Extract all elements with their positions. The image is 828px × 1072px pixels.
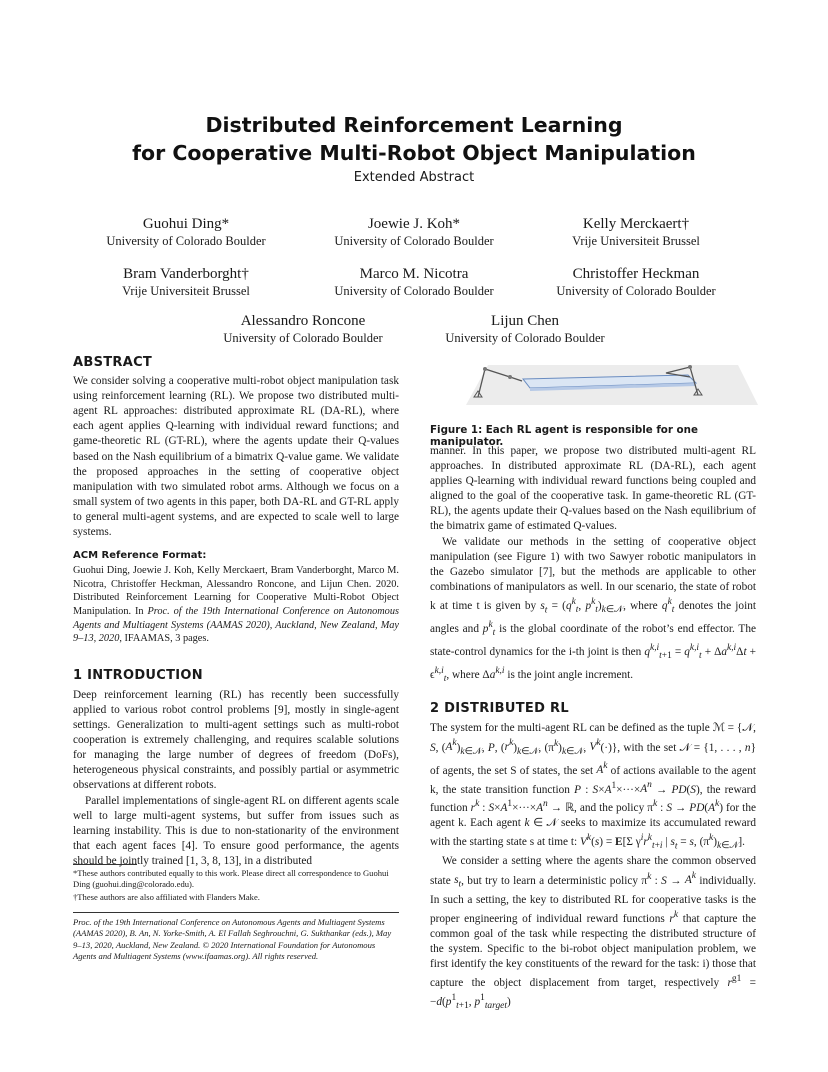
author-block [71, 215, 301, 249]
figure-1-caption: Figure 1: Each RL agent is responsible for one manipulator. [430, 424, 698, 448]
acm-ref-proceedings: Proc. of the 19th International Conference on Autonomous Agents and Multiagent Systems (AAMAS 2020), Auckland, New Zealand, May 9–13, 2020 [73, 606, 399, 645]
footnote-flanders-make: †These authors are also affiliated with Flanders Make. [73, 892, 260, 902]
proceedings-notice: Proc. of the 19th International Conference on Autonomous Agents and Multiagent Systems (AAMAS 2020), B. An, N. Yorke-Smith, A. El Fallah Seghrouchni, G. Sukthankar (eds.), May 9–13, 2020, Auckland, New Zealand. © 2020 International Foundation for Autonomous Agents and Multiagent Systems (www.ifaamas.org). All rights reserved. [73, 917, 392, 962]
right-paragraph-2: We validate our methods in the setting of cooperative object manipulation (see Figure 1) with two Sawyer robotic manipulators in the Gazebo simulator [7], but the methods are applicable to other combinations of manipulators as well. In our scenario, the state of robot k at time t is given by $s_t = (q^k_t$, $p^k_t)_{k\in 𝒩}$, where $q^k_t$ denotes the joint angles and $p^k_t$ is the global coordinate of the robot’s end effector. The state-control dynamics for the i-th joint is then $q^{k,i}_{t+1} = q^{k,i}_t + \Delta a^{k,i}\Delta t + \epsilon^{k,i}_t$, where Δa$^{k,i}$ is the joint angle increment. [430, 535, 756, 685]
acm-ref-text [73, 564, 399, 646]
author-name: Alessandro Roncone [240, 313, 366, 329]
proceedings-rule [73, 912, 399, 913]
author-affiliation: University of Colorado Boulder [445, 331, 605, 345]
footnote-equal-contribution: *These authors contributed equally to this work. Please direct all correspondence to Guohui Ding (guohui.ding@colorado.edu). [73, 868, 389, 890]
intro-heading: 1 INTRODUCTION [73, 667, 203, 683]
s2-e: the reward function [430, 783, 757, 815]
author-affiliation: University of Colorado Boulder [106, 234, 266, 248]
author-name: Christoffer Heckman [572, 266, 700, 282]
robot-joint [483, 367, 487, 371]
author-block [188, 312, 418, 346]
author-name: Kelly Merckaert† [582, 216, 690, 232]
s2-p2-a: We consider a setting where the agents share the common observed state [430, 855, 756, 887]
intro-paragraph-1: Deep reinforcement learning (RL) has recently been successfully applied to various robot control problems [9], mostly in single-agent settings. Generalization to multi-agent settings such as multi-robot cooperation is extremely challenging, and requires scalable solutions for managing the large number of degrees of freedom (DoFs), heterogeneous physical constraints, and possibly partial or asymmetric observations at different robots. [73, 688, 399, 792]
paper-subtitle: Extended Abstract [353, 170, 475, 185]
abstract-heading: ABSTRACT [73, 355, 153, 370]
author-block [299, 265, 529, 299]
s2-p2-c: individually. In such a setting, the key to distributed RL for cooperative tasks is the proper engineering of individual reward functions [430, 874, 757, 925]
s2-h: seeks to maximize its accumulated reward with the starting state s at time t: [430, 817, 756, 849]
author-affiliation: University of Colorado Boulder [334, 284, 494, 298]
author-affiliation: Vrije Universiteit Brussel [122, 284, 250, 298]
s2-g: for the agent k. Each agent [430, 802, 756, 830]
author-name: Bram Vanderborght† [123, 266, 249, 282]
acm-ref-heading: ACM Reference Format: [73, 550, 207, 562]
author-name: Joewie J. Koh* [367, 216, 461, 232]
abstract-text: We consider solving a cooperative multi-robot object manipulation task using reinforcement learning (RL). We propose two distributed multi-agent RL approaches: distributed approximate RL (DA-RL), where each agent applies Q-learning with individual reward functions; and game-theoretic RL (GT-RL), where the agents update their Q-values based on the Nash equilibrium of a bimatrix Q-value game. We validate the proposed approaches in the setting of cooperative object manipulation with two simulated robot arms. Although we focus on a small system of two agents in this paper, both DA-RL and GT-RL apply to general multi-agent systems, and are expected to scale well to large systems. [73, 375, 399, 539]
author-name: Marco M. Nicotra [359, 266, 469, 282]
author-block [410, 312, 640, 346]
intro-paragraph-2: Parallel implementations of single-agent RL on different agents scale well to large multi-agent systems, but suffer from issues such as learning instability. This is due to non-stationarity of the environment that each agent faces [4]. To ensure good performance, the agents should be jointly trained [1, 3, 8, 13], in a distributed [73, 794, 399, 867]
s2-f: and the policy [579, 802, 645, 815]
s2-p2-b: but try to learn a deterministic policy [467, 874, 639, 887]
rp2-b: denotes the joint angles and [430, 599, 756, 635]
section-2-heading: 2 DISTRIBUTED RL [430, 701, 569, 717]
author-affiliation: Vrije Universiteit Brussel [572, 234, 700, 248]
s2-d: of actions available to the agent k, the state transition function [430, 764, 756, 796]
author-affiliation: University of Colorado Boulder [556, 284, 716, 298]
s2-c: of agents, the set S of states, the set [430, 764, 594, 777]
author-block [521, 215, 751, 249]
author-name: Lijun Chen [491, 313, 559, 329]
figure-1-robots [438, 355, 758, 415]
author-block [71, 265, 301, 299]
author-affiliation: University of Colorado Boulder [334, 234, 494, 248]
acm-ref-text-c: , IFAAMAS, 3 pages. [119, 633, 209, 645]
title-line-2: for Cooperative Multi-Robot Object Manipulation [132, 141, 696, 165]
author-block [521, 265, 751, 299]
author-affiliation: University of Colorado Boulder [223, 331, 383, 345]
rp2-a: We validate our methods in the setting of cooperative object manipulation (see Figure 1) with two Sawyer robotic manipulators in the Gazebo simulator [7], but the methods are applicable to other combinations of manipulators as well. In our scenario, the state of robot k at time t is given by [430, 535, 756, 612]
right-paragraph-1: manner. In this paper, we propose two distributed multi-agent RL approaches. In distributed approximate RL (DA-RL), each agent applies Q-learning with individual reward functions being coupled and aligned to the goal of the cooperative task. In game-theoretic RL (GT-RL), the agents update their Q-values based on the Nash equilibrium of the bimatrix game of estimated Q-values. [430, 445, 756, 533]
s2-a: The system for the multi-agent RL can be defined as the tuple [430, 722, 710, 735]
s2-b: with the set [623, 741, 677, 754]
author-block [299, 215, 529, 249]
robot-joint [688, 365, 692, 369]
acm-ref-text-a: Guohui Ding, Joewie J. Koh, Kelly Merckaert, Bram Vanderborght, Marco M. Nicotra, Christoffer Heckman, Alessandro Roncone, and Lijun Chen. 2020. Distributed Reinforcement Learning for Cooperative Multi-Robot Object Manipulation. In [73, 565, 399, 617]
footnote-rule [73, 864, 137, 865]
rp2-d: is the joint angle increment. [507, 669, 634, 682]
author-name: Guohui Ding* [142, 216, 230, 232]
section-2-paragraph-1: The system for the multi-agent RL can be defined as the tuple ℳ = {𝒩, S, $(A^k)_{k\in 𝒩}$, P, $(r^k)_{k\in 𝒩}$, $(\pi^k)_{k\in 𝒩}$, $V^k(\cdot)$}, with the set 𝒩 = {1, . . . , n} of agents, the set S of states, the set $A^k$ of actions available to the agent k, the state transition function P : $S\times A^1\times\cdot\cdot\cdot\times A^n \to PD(S)$, the reward function $r^k$ : $S\times A^1\times\cdot\cdot\cdot\times A^n$ → ℝ, and the policy $\pi^k$ : $S \to PD(A^k)$ for the agent k. Each agent k ∈ 𝒩 seeks to maximize its accumulated reward with the starting state s at time t: $V^k(s) = E[\Sigma$ $\gamma^ir^k_{t+i}$ | $s_t = s$, $(\pi^k)_{k\in 𝒩}$]. [430, 722, 757, 852]
robot-joint [508, 375, 512, 379]
right-column [430, 444, 756, 1014]
left-column [73, 355, 399, 869]
paper-title [0, 111, 828, 167]
s2-p2-d: that capture the common goal of the task while respecting the distributed structure of the system. Specific to the bi-robot object manipulation problem, we first identify the key constituents of the reward for the task: i) those that capture the object displacement from target, respectively [430, 912, 756, 989]
title-line-1: Distributed Reinforcement Learning [205, 113, 623, 137]
section-2-paragraph-2: We consider a setting where the agents share the common observed state $s_t$, but try to learn a deterministic policy $\pi^k$ : $S \to A^k$ individually. In such a setting, the key to distributed RL for cooperative tasks is the proper engineering of individual reward functions $r^k$ that capture the common goal of the task while respecting the distributed structure of the system. Specific to the bi-robot object manipulation problem, we first identify the key constituents of the reward for the task: i) those that capture the object displacement from target, respectively $r^{g1} = -d(p^1_{t+1}$, $p^1_{target}$) [430, 855, 757, 1011]
rp2-c: is the global coordinate of the robot’s end effector. The state-control dynamics for the i-th joint is then [430, 622, 756, 658]
